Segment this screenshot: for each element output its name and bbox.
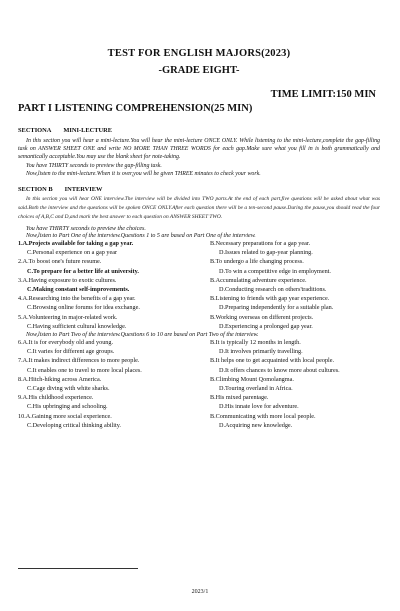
question-option: B.Listening to friends with gap year experience. <box>210 295 330 303</box>
question-option: 10.A.Gaining more social experience. <box>18 412 112 420</box>
question-option: D.Experiencing a prolonged gap year. <box>219 322 313 330</box>
preview-note: You have THIRTY seconds to preview the choices. <box>26 226 146 233</box>
question-option: D.Touring overland in Africa. <box>219 385 293 393</box>
question-option: B.His mixed parentage. <box>210 394 269 402</box>
question-option: D.To win a competitive edge in employment. <box>219 267 331 275</box>
part-one-note: Now,listen to Part One of the interview.Questions 1 to 5 are based on Part One of the interview. <box>26 233 256 240</box>
section-a-instruction: You have THIRTY seconds to preview the gap-filling task. <box>26 162 162 169</box>
question-option: D.Issues related to gap-year planning. <box>219 249 313 257</box>
question-option: B.Necessary preparations for a gap year. <box>210 240 311 248</box>
section-b-instruction: In this section you will hear ONE interview.The interview will be divided into TWO parts.At the end of each part,five questions will be asked about what was said.Both the interview and the questions will be spoken ONCE ONLY.After each question there will be a ten-second pause.During the pause,you should read the four choices of A,B,C and D,and mark the best answer to each question on ANSWER SHEET TWO. <box>18 196 380 221</box>
questions-part-two <box>18 338 380 430</box>
question-option: B.Accumulating adventure experience. <box>210 276 307 284</box>
question-option: 4.A.Researching into the benefits of a gap year. <box>18 295 136 303</box>
section-a-heading <box>18 127 380 134</box>
question-option: B.Communicating with more local people. <box>210 412 316 420</box>
section-a-instruction: Now,listen to the mini-lecture.When it is over,you will be given THREE minutes to check your work. <box>26 170 261 177</box>
section-b-heading <box>18 186 380 193</box>
questions-part-one <box>18 239 380 331</box>
question-option: C.Having sufficient cultural knowledge. <box>27 322 127 330</box>
question-option: 6.A.It is for everybody old and young. <box>18 339 114 347</box>
question-option: D.His innate love for adventure. <box>219 403 299 411</box>
section-a-instruction: In this section you will hear a mini-lecture.You will hear the mini-lecture ONCE ONLY. While listening to the mini-lecture,complete the gap-filling task on ANSWER SHEET ONE and write NO MORE THAN THREE WORDS for each gap.Make sure what you fill in is both grammatically and semantically acceptable.You may use the blank sheet for note-taking. <box>18 138 380 161</box>
exam-page <box>0 48 400 611</box>
footer-divider <box>18 568 138 569</box>
question-option: B.It helps one to get acquainted with local people. <box>210 357 335 365</box>
question-option: C.It varies for different age groups. <box>27 348 115 356</box>
question-option: D.Acquiring new knowledge. <box>219 421 293 429</box>
question-option: C.Developing critical thinking ability. <box>27 421 121 429</box>
section-a-name: MINI-LECTURE <box>63 127 113 134</box>
section-b-name: INTERVIEW <box>64 186 103 194</box>
question-option: C.Making constant self-improvements. <box>27 286 130 294</box>
question-option: C.Browsing online forums for idea exchange. <box>27 304 140 312</box>
question-option: C.To prepare for a better life at university. <box>27 267 139 275</box>
question-option: 5.A.Volunteering in major-related work. <box>18 313 118 321</box>
section-b-label: SECTION B <box>18 186 53 194</box>
question-option: D.It offers chances to know more about cultures. <box>219 366 340 374</box>
grade-label: -GRADE EIGHT- <box>158 65 240 76</box>
question-option: 2.A.To boost one's future resume. <box>18 258 102 266</box>
question-option: B.Working overseas on different projects. <box>210 313 314 321</box>
question-option: C.His upbringing and schooling. <box>27 403 108 411</box>
question-option: D.Preparing independently for a suitable plan. <box>219 304 334 312</box>
exam-title: TEST FOR ENGLISH MAJORS(2023) <box>107 48 291 59</box>
question-option: B.Climbing Mount Qomolangma. <box>210 375 294 383</box>
page-number: 2023/1 <box>191 589 209 595</box>
question-option: B.It is typically 12 months in length. <box>210 339 301 347</box>
question-option: B.To undergo a life changing process. <box>210 258 304 266</box>
time-limit: TIME LIMIT:150 MIN <box>270 89 376 100</box>
part-one-title: PART I LISTENING COMPREHENSION(25 MIN) <box>18 103 253 114</box>
question-option: C.Cage diving with white sharks. <box>27 385 110 393</box>
section-a-label: SECTIONA <box>18 127 52 134</box>
question-option: 8.A.Hitch-hiking across America. <box>18 375 102 383</box>
question-option: 7.A.It makes indirect differences to more people. <box>18 357 140 365</box>
question-option: C.Personal experience on a gap year <box>27 249 118 257</box>
section-b-instructions <box>18 195 380 222</box>
question-option: D.It involves primarily travelling. <box>219 348 303 356</box>
question-option: 1.A.Projects available for taking a gap year. <box>18 240 134 248</box>
question-option: 9.A.His childhood experience. <box>18 394 94 402</box>
question-option: D.Conducting research on others'traditions. <box>219 286 327 294</box>
section-a-instructions <box>18 137 380 178</box>
part-two-note: Now,listen to Part Two of the interview.Questions 6 to 10 are based on Part Two of the interview. <box>26 332 259 339</box>
question-option: C.It enables one to travel to more local places. <box>27 366 142 374</box>
question-option: 3.A.Having exposure to exotic cultures. <box>18 276 117 284</box>
